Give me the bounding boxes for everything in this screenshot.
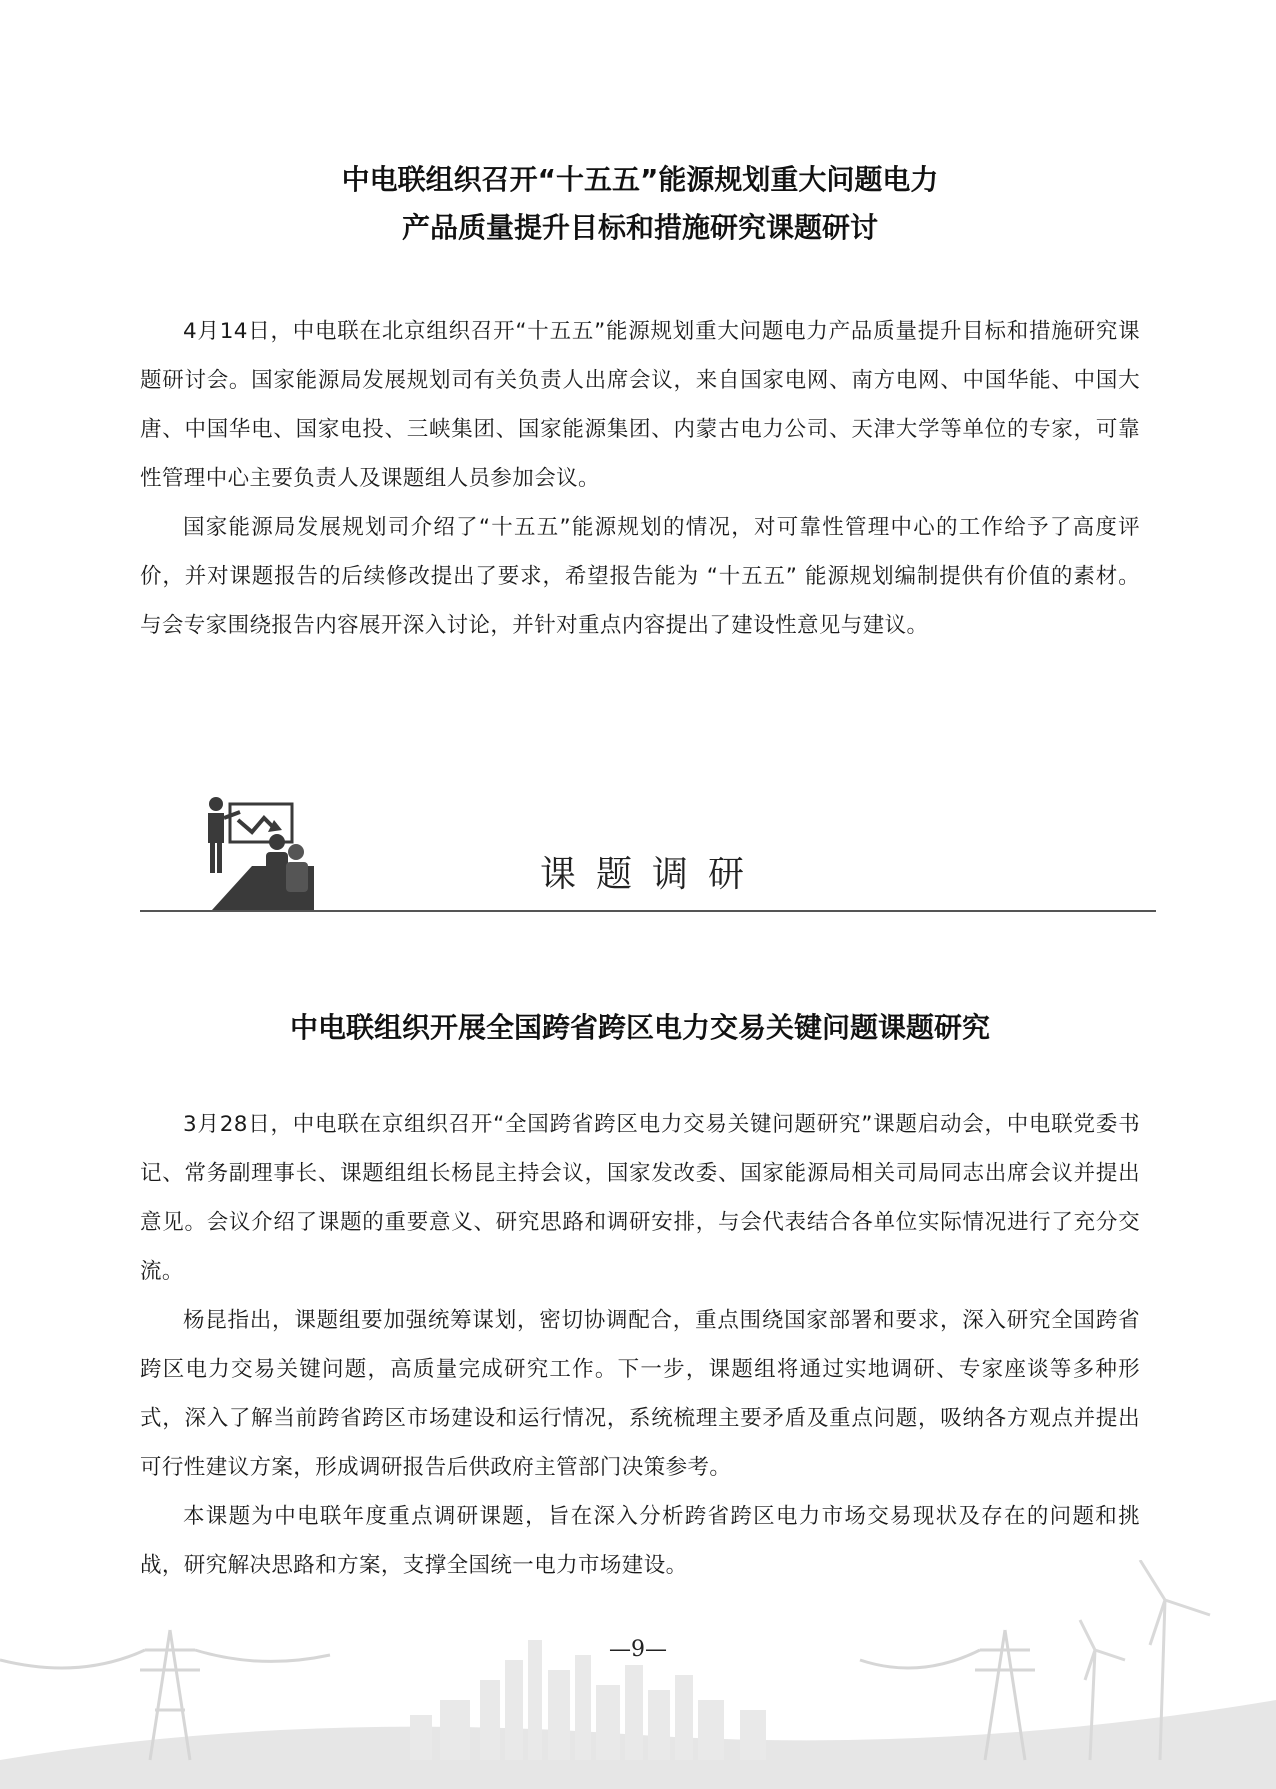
section-title: 课题调研 <box>540 854 765 895</box>
article2-body <box>140 1100 1140 1590</box>
article2-paragraph: 3月28日，中电联在京组织召开“全国跨省跨区电力交易关键问题研究”课题启动会，中电联党委书记、常务副理事长、课题组组长杨昆主持会议，国家发改委、国家能源局相关司局同志出席会议并提出意见。会议介绍了课题的重要意义、研究思路和调研安排，与会代表结合各单位实际情况进行了充分交流。 <box>140 1112 1140 1284</box>
section-divider <box>140 910 1156 912</box>
page-number: —9— <box>609 1637 667 1662</box>
presentation-icon <box>202 796 314 910</box>
article1-title-line1: 中电联组织召开“十五五”能源规划重大问题电力 <box>341 163 939 196</box>
article1-paragraph: 国家能源局发展规划司介绍了“十五五”能源规划的情况，对可靠性管理中心的工作给予了高度评价，并对课题报告的后续修改提出了要求，希望报告能为 “十五五” 能源规划编制提供有价值的素材。与会专家围绕报告内容展开深入讨论，并针对重点内容提出了建设性意见与建议。 <box>140 515 1140 638</box>
cityscape-illustration <box>0 1560 1276 1789</box>
article2-paragraph: 杨昆指出，课题组要加强统筹谋划，密切协调配合，重点围绕国家部署和要求，深入研究全国跨省跨区电力交易关键问题，高质量完成研究工作。下一步，课题组将通过实地调研、专家座谈等多种形式，深入了解当前跨省跨区市场建设和运行情况，系统梳理主要矛盾及重点问题，吸纳各方观点并提出可行性建议方案，形成调研报告后供政府主管部门决策参考。 <box>140 1308 1140 1480</box>
article2-title: 中电联组织开展全国跨省跨区电力交易关键问题课题研究 <box>289 1011 990 1044</box>
article2-paragraph: 本课题为中电联年度重点调研课题，旨在深入分析跨省跨区电力市场交易现状及存在的问题和挑战，研究解决思路和方案，支撑全国统一电力市场建设。 <box>140 1504 1140 1578</box>
article1-title-line2: 产品质量提升目标和措施研究课题研讨 <box>401 211 878 244</box>
article1-paragraph: 4月14日，中电联在北京组织召开“十五五”能源规划重大问题电力产品质量提升目标和措施研究课题研讨会。国家能源局发展规划司有关负责人出席会议，来自国家电网、南方电网、中国华能、中国大唐、中国华电、国家电投、三峡集团、国家能源集团、内蒙古电力公司、天津大学等单位的专家，可靠性管理中心主要负责人及课题组人员参加会议。 <box>140 319 1140 491</box>
article1-body <box>140 307 1140 650</box>
section-banner <box>140 796 1156 914</box>
